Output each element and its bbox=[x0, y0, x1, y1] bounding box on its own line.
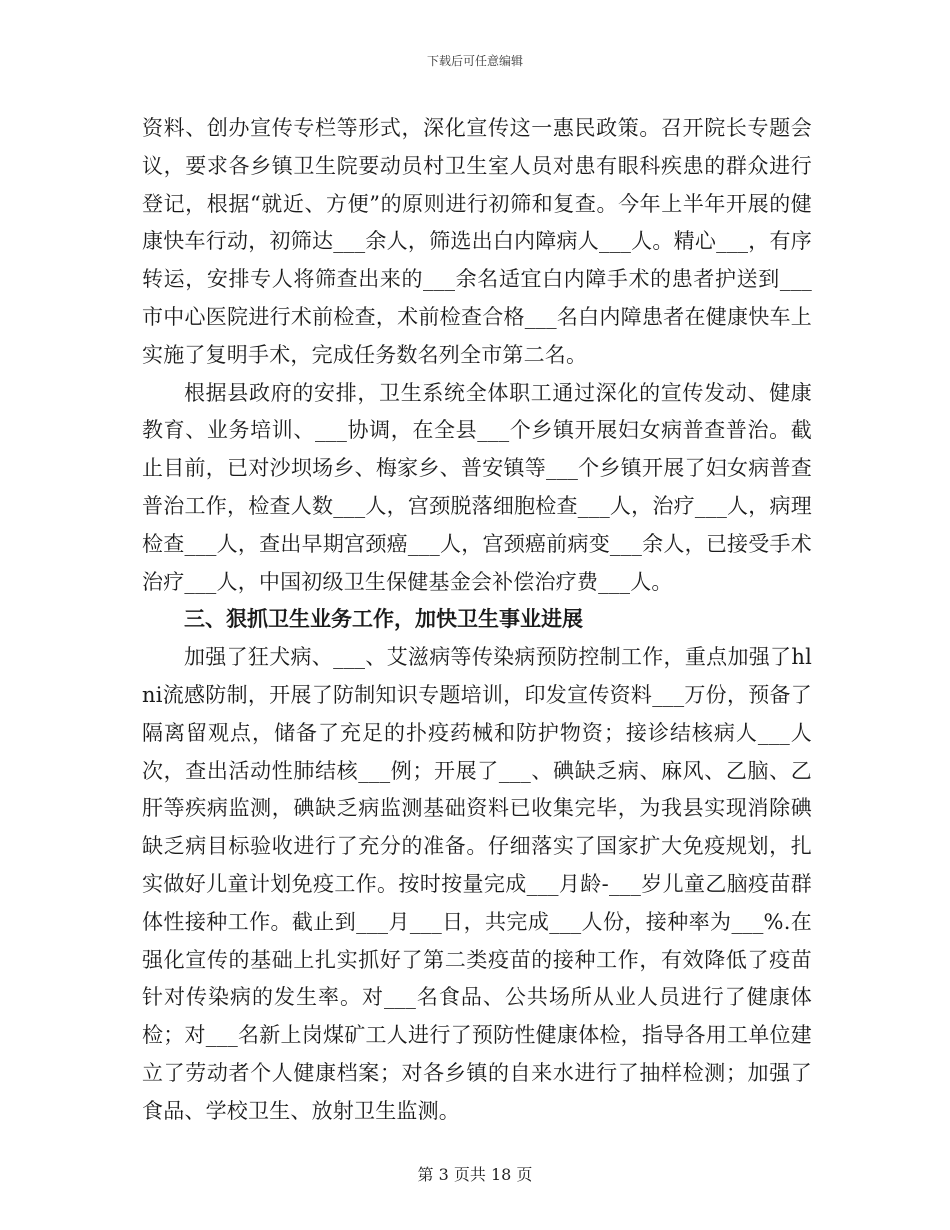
paragraph-1: 资料、创办宣传专栏等形式，深化宣传这一惠民政策。召开院长专题会议，要求各乡镇卫生院要动员村卫生室人员对患有眼科疾患的群众进行登记，根据“就近、方便”的原则进行初筛和复查。今年上半年开展的健康快车行动，初筛达___余人，筛选出白内障病人___人。精心___，有序转运，安排专人将筛查出来的___余名适宜白内障手术的患者护送到___市中心医院进行术前检查，术前检查合格___名白内障患者在健康快车上实施了复明手术，完成任务数名列全市第二名。 bbox=[142, 116, 812, 367]
section-heading: 三、狠抓卫生业务工作，加快卫生事业进展 bbox=[184, 607, 583, 632]
page-footer: 第 3 页共 18 页 bbox=[417, 1165, 533, 1184]
document-body bbox=[142, 110, 812, 1131]
page-header: 下载后可任意编辑 bbox=[426, 54, 523, 68]
paragraph-2: 根据县政府的安排，卫生系统全体职工通过深化的宣传发动、健康教育、业务培训、___协调，在全县___个乡镇开展妇女病普查普治。截止目前，已对沙坝场乡、梅家乡、普安镇等___个乡镇开展了妇女病普查普治工作，检查人数___人，宫颈脱落细胞检查___人，治疗___人，病理检查___人，查出早期宫颈癌___人，宫颈癌前病变___余人，已接受手术治疗___人，中国初级卫生保健基金会补偿治疗费___人。 bbox=[142, 380, 812, 594]
paragraph-3: 加强了狂犬病、___、艾滋病等传染病预防控制工作，重点加强了hlni流感防制，开展了防制知识专题培训，印发宣传资料___万份，预备了隔离留观点，储备了充足的扑疫药械和防护物资；接诊结核病人___人次，查出活动性肺结核___例；开展了___、碘缺乏病、麻风、乙脑、乙肝等疾病监测，碘缺乏病监测基础资料已收集完毕，为我县实现消除碘缺乏病目标验收进行了充分的准备。仔细落实了国家扩大免疫规划，扎实做好儿童计划免疫工作。按时按量完成___月龄-___岁儿童乙脑疫苗群体性接种工作。截止到___月___日，共完成___人份，接种率为___%.在强化宣传的基础上扎实抓好了第二类疫苗的接种工作，有效降低了疫苗针对传染病的发生率。对___名食品、公共场所从业人员进行了健康体检；对___名新上岗煤矿工人进行了预防性健康体检，指导各用工单位建立了劳动者个人健康档案；对各乡镇的自来水进行了抽样检测；加强了食品、学校卫生、放射卫生监测。 bbox=[142, 645, 812, 1123]
